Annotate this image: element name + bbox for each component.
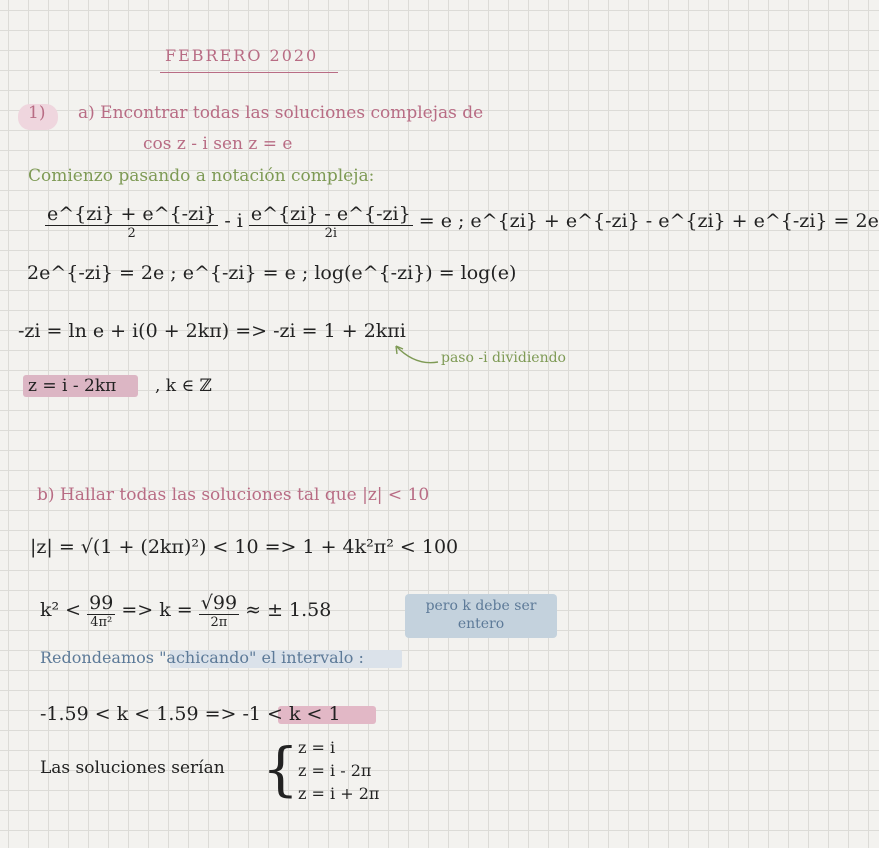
part-b-line-2-left: k² < [40, 599, 82, 621]
step-line-2: 2e^{-zi} = 2e ; e^{-zi} = e ; log(e^{-zi}) = log(e) [27, 262, 517, 284]
part-b-line-2-right: ≈ ± 1.58 [245, 599, 332, 621]
step-line-1 [45, 203, 879, 241]
fraction-k-numerator: √99 [200, 592, 238, 614]
fraction-k-squared-denominator: 4π² [90, 615, 113, 630]
fraction-k [199, 592, 239, 630]
fraction-cos-numerator: e^{zi} + e^{-zi} [47, 203, 217, 225]
range-bounds: -1.59 < k < 1.59 => [40, 703, 237, 725]
fraction-sin [249, 203, 413, 241]
question-number: 1) [28, 103, 46, 123]
rounding-highlight-text: "achicando" el intervalo [159, 648, 354, 667]
part-b-line-1: |z| = √(1 + (2kπ)²) < 10 => 1 + 4k²π² < 100 [30, 536, 459, 558]
integer-note: pero k debe ser entero [425, 598, 537, 632]
rounding-text [40, 648, 364, 667]
solution-formula: z = i - 2kπ [28, 376, 117, 396]
part-b-line-2 [40, 592, 331, 630]
brace-icon: { [262, 735, 299, 803]
question-equation: cos z - i sen z = e [143, 134, 293, 154]
step-line-3: -zi = ln e + i(0 + 2kπ) => -zi = 1 + 2kπi [18, 320, 406, 342]
solution-item: z = i - 2π [298, 761, 372, 780]
solution-list [298, 736, 379, 805]
part-b-line-2-mid: => k = [121, 599, 193, 621]
fraction-cos [45, 203, 218, 241]
question-part-a: a) Encontrar todas las soluciones complejas de [78, 103, 484, 123]
rounding-end: : [358, 648, 364, 667]
fraction-sin-denominator: 2i [324, 226, 338, 241]
fraction-k-squared-numerator: 99 [89, 592, 114, 614]
fraction-k-denominator: 2π [210, 615, 228, 630]
fraction-k-squared [87, 592, 115, 630]
fraction-cos-denominator: 2 [127, 226, 136, 241]
step-line-1-mid: - i [224, 210, 243, 232]
title-underline [160, 72, 338, 73]
page-title: FEBRERO 2020 [165, 46, 319, 65]
intro-text: Comienzo pasando a notación compleja: [28, 166, 375, 186]
solution-item: z = i [298, 738, 336, 757]
solution-item: z = i + 2π [298, 784, 380, 803]
rounding-label: Redondeamos [40, 648, 154, 667]
step-line-1-rest: = e ; e^{zi} + e^{-zi} - e^{zi} + e^{-zi} = 2e [418, 210, 879, 232]
solution-domain: , k ∈ ℤ [155, 376, 212, 396]
curved-arrow-icon [390, 342, 442, 368]
final-label: Las soluciones serían [40, 758, 225, 778]
range-result: -1 < k < 1 [242, 703, 341, 725]
range-line [40, 703, 341, 725]
side-note-divide: paso -i dividiendo [441, 350, 566, 366]
question-part-b: b) Hallar todas las soluciones tal que |z| < 10 [37, 485, 430, 505]
fraction-sin-numerator: e^{zi} - e^{-zi} [250, 203, 411, 225]
